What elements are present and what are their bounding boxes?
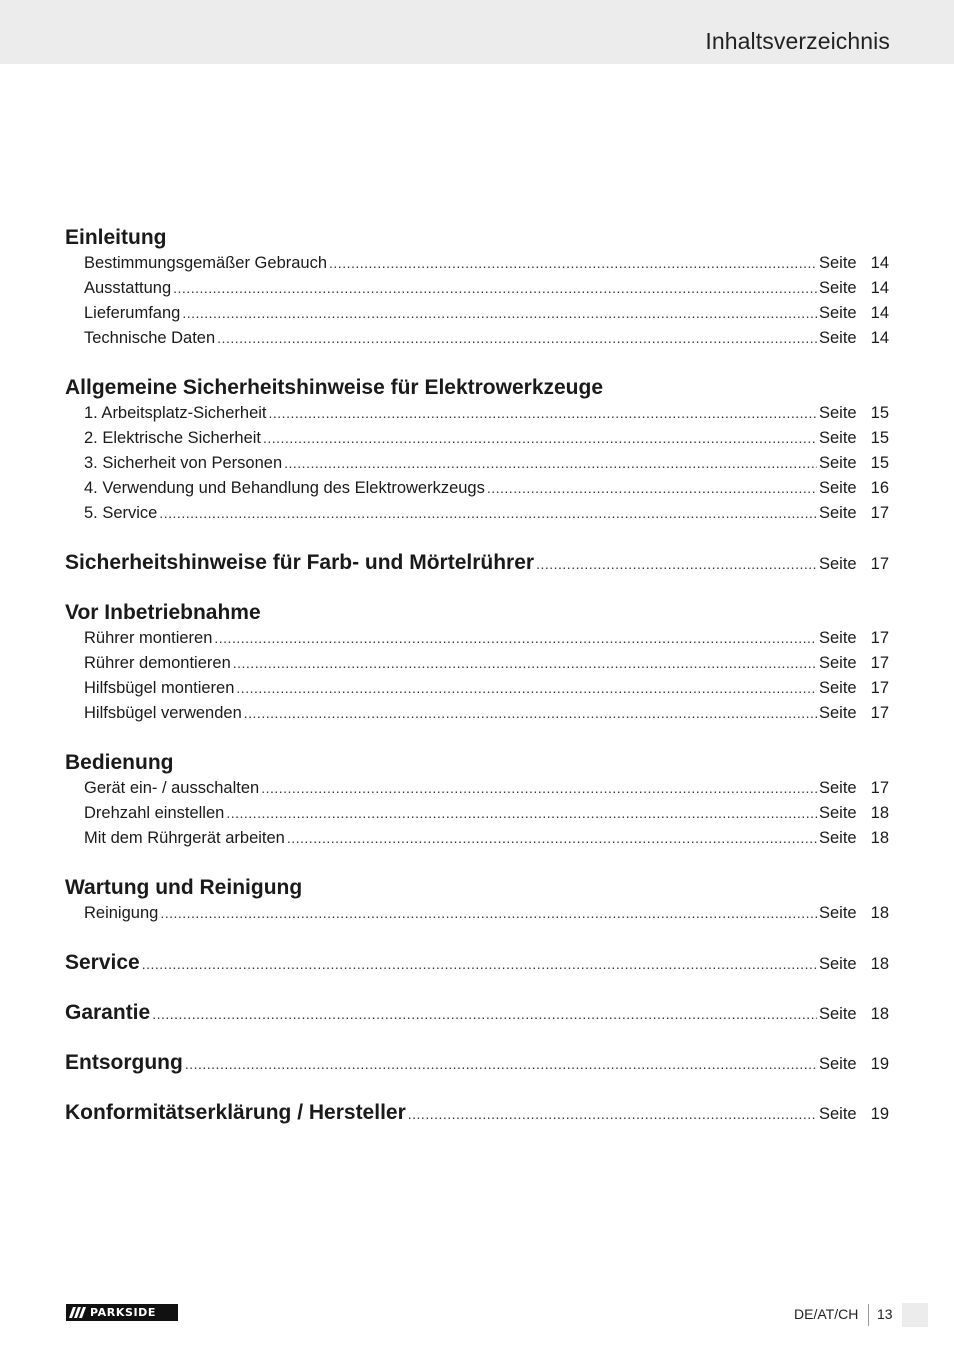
seite-label: Seite (819, 1005, 857, 1023)
toc-entry[interactable] (65, 504, 889, 529)
dot-leader (159, 505, 817, 521)
page-number: 15 (870, 429, 889, 447)
dot-leader (329, 255, 817, 271)
seite-label: Seite (819, 904, 857, 922)
entry-label: Mit dem Rührgerät arbeiten (84, 829, 285, 847)
page-reference (819, 1105, 889, 1124)
seite-label: Seite (819, 629, 857, 647)
page-number: 17 (870, 779, 889, 797)
page-reference (819, 555, 889, 574)
toc-entry[interactable] (65, 279, 889, 304)
seite-label: Seite (819, 555, 857, 573)
toc-entry[interactable] (65, 479, 889, 504)
section-heading[interactable] (65, 599, 889, 629)
section-heading[interactable] (65, 374, 889, 404)
dot-leader (226, 805, 817, 821)
section-title: Wartung und Reinigung (65, 876, 303, 899)
entry-label: 3. Sicherheit von Personen (84, 454, 283, 472)
toc-entry[interactable] (65, 654, 889, 679)
toc-entry[interactable] (65, 904, 889, 929)
toc-entry[interactable] (65, 254, 889, 279)
seite-label: Seite (819, 479, 857, 497)
page-number: 17 (870, 679, 889, 697)
dot-leader (160, 905, 817, 921)
seite-label: Seite (819, 955, 857, 973)
entry-label: Lieferumfang (84, 304, 181, 322)
page-reference (819, 479, 889, 498)
brand-name: PARKSIDE (90, 1306, 157, 1319)
section-title: Vor Inbetriebnahme (65, 601, 261, 624)
page-number: 17 (870, 504, 889, 522)
section-entries (65, 404, 889, 529)
page-number: 18 (870, 804, 889, 822)
seite-label: Seite (819, 679, 857, 697)
toc-entry[interactable] (65, 304, 889, 329)
entry-label: Ausstattung (84, 279, 172, 297)
section-entries (65, 779, 889, 854)
entry-label: Rührer demontieren (84, 654, 231, 672)
section-title: Service (65, 951, 140, 974)
toc-entry[interactable] (65, 404, 889, 429)
dot-leader (284, 455, 817, 471)
section-heading[interactable] (65, 224, 889, 254)
page-reference (819, 454, 889, 473)
dot-leader (487, 480, 817, 496)
section-title: Sicherheitshinweise für Farb- und Mörtelrührer (65, 551, 535, 574)
toc-entry[interactable] (65, 629, 889, 654)
section-title: Einleitung (65, 226, 167, 249)
dot-leader (233, 655, 817, 671)
dot-leader (182, 305, 817, 321)
toc-entry[interactable] (65, 329, 889, 354)
page-reference (819, 779, 889, 798)
brand-logo (66, 1304, 178, 1321)
page-reference (819, 679, 889, 698)
footer-page-number: 13 (877, 1306, 893, 1322)
section-heading-entry[interactable] (65, 949, 889, 999)
table-of-contents (65, 224, 889, 1149)
page-reference (819, 654, 889, 673)
seite-label: Seite (819, 329, 857, 347)
page-number: 18 (870, 904, 889, 922)
toc-entry[interactable] (65, 804, 889, 829)
dot-leader (263, 430, 817, 446)
page-number: 14 (870, 254, 889, 272)
page-number: 16 (870, 479, 889, 497)
toc-entry[interactable] (65, 679, 889, 704)
toc-entry[interactable] (65, 779, 889, 804)
page-number: 17 (870, 654, 889, 672)
page-reference (819, 804, 889, 823)
section-title: Bedienung (65, 751, 174, 774)
dot-leader (236, 680, 817, 696)
dot-leader (214, 630, 817, 646)
page-reference (819, 404, 889, 423)
dot-leader (287, 830, 817, 846)
page-reference (819, 704, 889, 723)
entry-label: Reinigung (84, 904, 159, 922)
footer-region: DE/AT/CH (794, 1306, 859, 1322)
seite-label: Seite (819, 504, 857, 522)
page-number: 18 (870, 1005, 889, 1023)
page-reference (819, 304, 889, 323)
toc-entry[interactable] (65, 454, 889, 479)
seite-label: Seite (819, 829, 857, 847)
section-heading-entry[interactable] (65, 1099, 889, 1149)
page-number: 15 (870, 404, 889, 422)
section-entries (65, 254, 889, 354)
seite-label: Seite (819, 454, 857, 472)
section-heading[interactable] (65, 874, 889, 904)
section-heading-entry[interactable] (65, 999, 889, 1049)
footer-tab (902, 1303, 928, 1327)
page-number: 18 (870, 955, 889, 973)
seite-label: Seite (819, 779, 857, 797)
entry-label: 5. Service (84, 504, 158, 522)
dot-leader (269, 405, 817, 421)
seite-label: Seite (819, 1105, 857, 1123)
dot-leader (152, 1006, 817, 1022)
entry-label: 1. Arbeitsplatz-Sicherheit (84, 404, 267, 422)
seite-label: Seite (819, 279, 857, 297)
section-entries (65, 904, 889, 929)
page-number: 17 (870, 555, 889, 573)
section-heading-entry[interactable] (65, 549, 889, 599)
page-number: 14 (870, 329, 889, 347)
dot-leader (173, 280, 817, 296)
logo-stripes-icon (66, 1304, 88, 1321)
seite-label: Seite (819, 304, 857, 322)
seite-label: Seite (819, 404, 857, 422)
page-number: 17 (870, 704, 889, 722)
section-title: Entsorgung (65, 1051, 183, 1074)
page-reference (819, 629, 889, 648)
page-reference (819, 329, 889, 348)
section-heading[interactable] (65, 749, 889, 779)
toc-entry[interactable] (65, 429, 889, 454)
entry-label: Bestimmungsgemäßer Gebrauch (84, 254, 328, 272)
dot-leader (185, 1056, 817, 1072)
seite-label: Seite (819, 429, 857, 447)
dot-leader (217, 330, 817, 346)
section-title: Garantie (65, 1001, 151, 1024)
entry-label: Gerät ein- / ausschalten (84, 779, 260, 797)
footer-divider (868, 1304, 869, 1326)
page-number: 18 (870, 829, 889, 847)
toc-entry[interactable] (65, 704, 889, 729)
page-reference (819, 254, 889, 273)
dot-leader (261, 780, 817, 796)
section-heading-entry[interactable] (65, 1049, 889, 1099)
page-reference (819, 429, 889, 448)
page-number: 19 (870, 1105, 889, 1123)
page-reference (819, 1055, 889, 1074)
section-entries (65, 629, 889, 729)
entry-label: Technische Daten (84, 329, 216, 347)
page-title: Inhaltsverzeichnis (705, 28, 890, 54)
dot-leader (408, 1106, 817, 1122)
entry-label: Drehzahl einstellen (84, 804, 225, 822)
page-reference (819, 1005, 889, 1024)
page-reference (819, 904, 889, 923)
page-reference (819, 279, 889, 298)
seite-label: Seite (819, 654, 857, 672)
page-number: 19 (870, 1055, 889, 1073)
toc-entry[interactable] (65, 829, 889, 854)
dot-leader (536, 556, 817, 572)
entry-label: Hilfsbügel montieren (84, 679, 235, 697)
entry-label: 2. Elektrische Sicherheit (84, 429, 261, 447)
seite-label: Seite (819, 254, 857, 272)
page-number: 14 (870, 304, 889, 322)
dot-leader (244, 705, 817, 721)
page-number: 15 (870, 454, 889, 472)
page-reference (819, 829, 889, 848)
section-title: Allgemeine Sicherheitshinweise für Elektrowerkzeuge (65, 376, 604, 399)
page-number: 14 (870, 279, 889, 297)
seite-label: Seite (819, 704, 857, 722)
section-title: Konformitätserklärung / Hersteller (65, 1101, 406, 1124)
entry-label: Rührer montieren (84, 629, 213, 647)
dot-leader (142, 956, 817, 972)
entry-label: Hilfsbügel verwenden (84, 704, 242, 722)
page-number: 17 (870, 629, 889, 647)
page-reference (819, 955, 889, 974)
entry-label: 4. Verwendung und Behandlung des Elektrowerkzeugs (84, 479, 485, 497)
page-reference (819, 504, 889, 523)
seite-label: Seite (819, 804, 857, 822)
seite-label: Seite (819, 1055, 857, 1073)
